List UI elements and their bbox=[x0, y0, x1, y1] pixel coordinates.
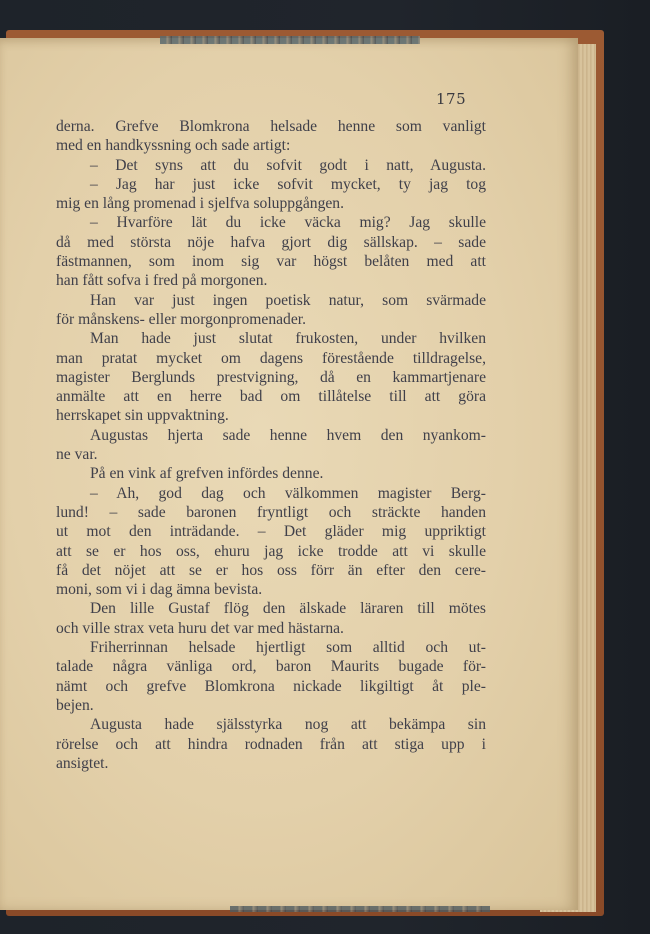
top-edge-strip bbox=[160, 36, 420, 44]
text-line: han fått sofva i fred på morgonen. bbox=[56, 272, 268, 290]
body-text bbox=[56, 117, 486, 773]
text-line: fästmannen, som inom sig var högst belåten med att bbox=[56, 253, 486, 271]
text-line: moni, som vi i dag ämna bevista. bbox=[56, 581, 263, 599]
text-line: derna. Grefve Blomkrona helsade henne som vanligt bbox=[56, 118, 486, 135]
text-line: Augusta hade själsstyrka nog att bekämpa sin bbox=[90, 716, 486, 734]
text-line: att se er hos oss, ehuru jag icke trodde att vi skulle bbox=[56, 542, 486, 560]
text-line: mig en lång promenad i sjelfva soluppgången. bbox=[56, 195, 344, 213]
text-line: Friherrinnan helsade hjertligt som alltid och ut- bbox=[90, 639, 486, 657]
text-line: lund! – sade baronen fryntligt och sträckte handen bbox=[56, 503, 486, 521]
text-line: Den lille Gustaf flög den älskade läraren till mötes bbox=[90, 600, 486, 618]
text-line: man pratat mycket om dagens förestående tilldragelse, bbox=[56, 349, 486, 367]
text-line: herrskapet sin uppvaktning. bbox=[56, 407, 229, 425]
text-line: Man hade just slutat frukosten, under hvilken bbox=[90, 330, 486, 348]
text-line: ansigtet. bbox=[56, 754, 109, 772]
text-line: anmälte att en herre bad om tillåtelse till att göra bbox=[56, 388, 486, 406]
text-line: bejen. bbox=[56, 696, 94, 714]
text-line: magister Berglunds prestvigning, då en kammartjenare bbox=[56, 368, 486, 386]
text-line: På en vink af grefven infördes denne. bbox=[90, 465, 324, 483]
text-line: – Det syns att du sofvit godt i natt, Augusta. bbox=[90, 156, 486, 174]
text-line: för månskens- eller morgonpromenader. bbox=[56, 310, 307, 328]
text-line: rörelse och att hindra rodnaden från att stiga upp i bbox=[56, 735, 486, 753]
text-line: ut mot den inträdande. – Det gläder mig uppriktigt bbox=[56, 523, 486, 541]
text-line: och ville strax veta huru det var med hästarna. bbox=[56, 619, 344, 637]
text-line: Han var just ingen poetisk natur, som svärmade bbox=[90, 291, 486, 309]
text-line: få det nöjet att se er hos oss förr än efter den cere- bbox=[56, 561, 486, 579]
text-line: ne var. bbox=[56, 446, 98, 464]
text-line: med en handkyssning och sade artigt: bbox=[56, 137, 291, 155]
text-line: – Hvarföre lät du icke väcka mig? Jag skulle bbox=[90, 214, 486, 232]
text-line: – Jag har just icke sofvit mycket, ty jag tog bbox=[90, 175, 486, 193]
text-line: Augustas hjerta sade henne hvem den nyankom- bbox=[90, 426, 486, 444]
bottom-edge-strip bbox=[230, 906, 490, 912]
page-number: 175 bbox=[436, 90, 467, 108]
text-line: – Ah, god dag och välkommen magister Berg- bbox=[90, 484, 486, 502]
text-line: nämt och grefve Blomkrona nickade likgiltigt åt ple- bbox=[56, 677, 486, 695]
text-line: talade några vänliga ord, baron Maurits bugade för- bbox=[56, 658, 486, 676]
text-line: då med största nöje hafva gjort dig sällskap. – sade bbox=[56, 233, 486, 251]
